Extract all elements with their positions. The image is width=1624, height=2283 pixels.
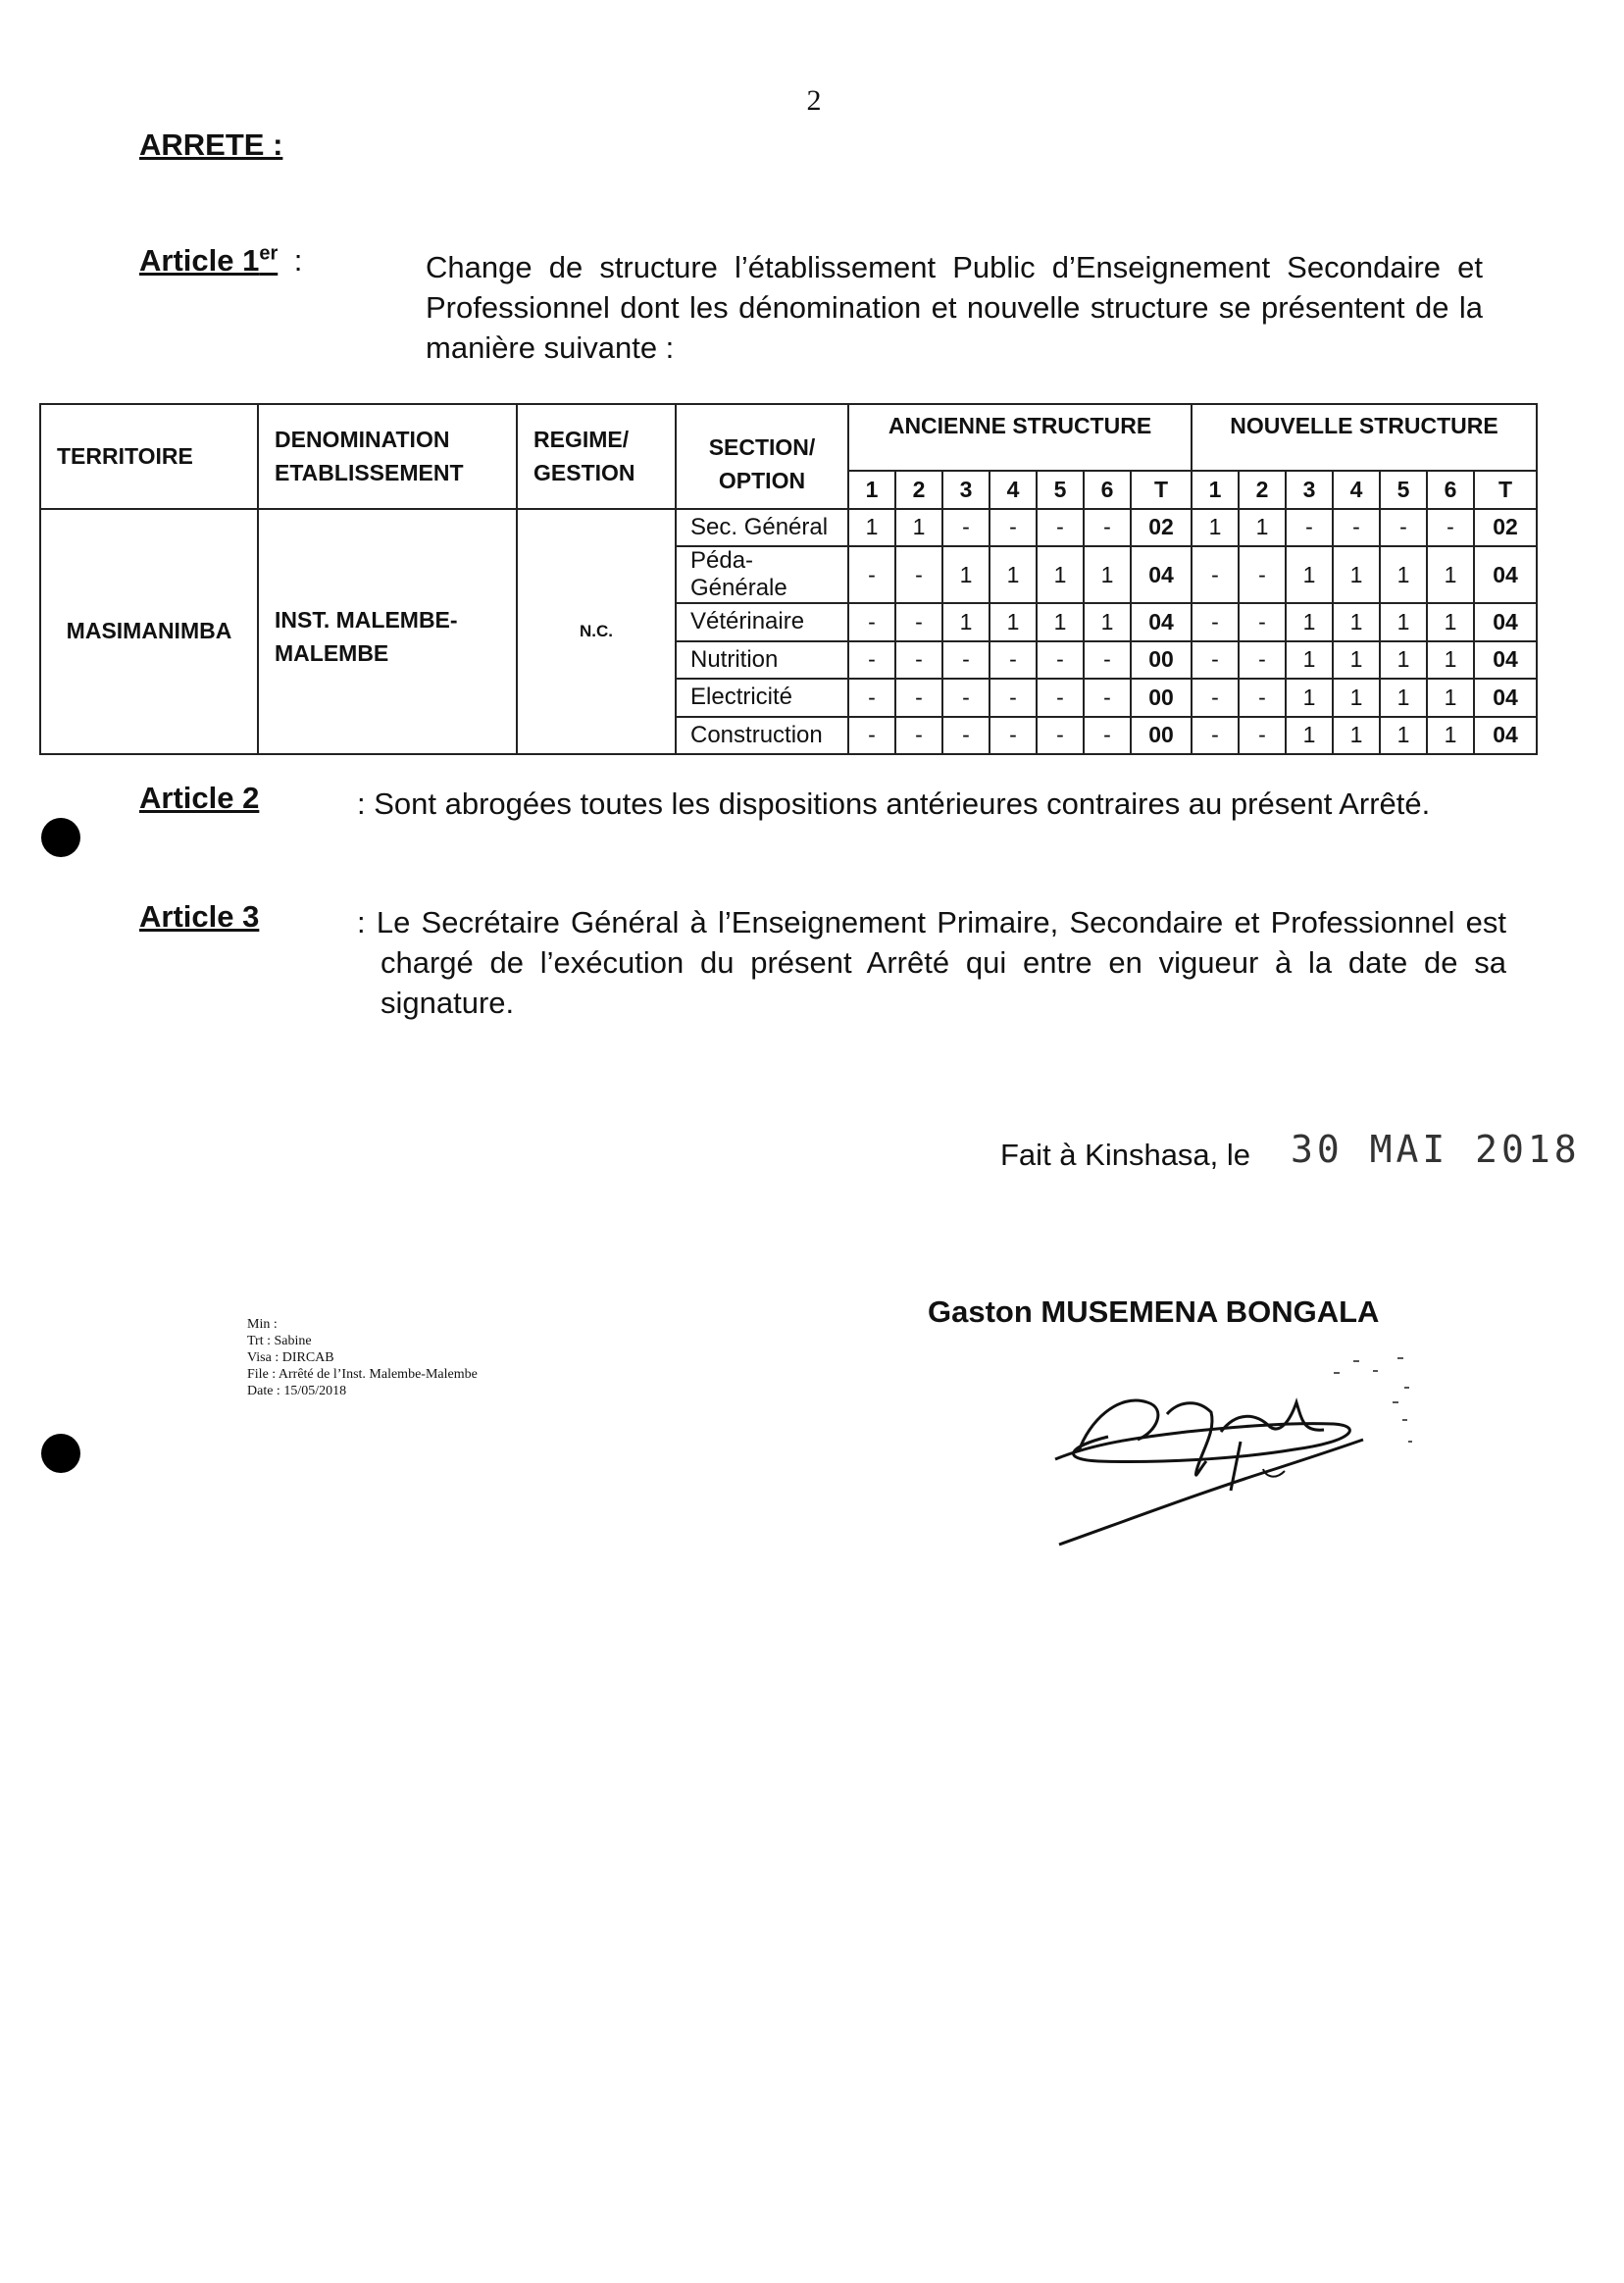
sub-header: T xyxy=(1131,471,1192,509)
table-cell: 1 xyxy=(1286,641,1333,680)
header-section: SECTION/ OPTION xyxy=(676,404,848,509)
table-cell: 1 xyxy=(1380,641,1427,680)
table-cell: 1 xyxy=(848,509,895,547)
sub-header: 6 xyxy=(1084,471,1131,509)
cell-denomination: INST. MALEMBE-MALEMBE xyxy=(258,509,517,755)
sub-header: 1 xyxy=(848,471,895,509)
footer-notes xyxy=(247,1316,478,1399)
table-cell: 1 xyxy=(1037,546,1084,603)
sub-header: 2 xyxy=(1239,471,1286,509)
table-cell: - xyxy=(990,509,1037,547)
table-cell-total: 04 xyxy=(1131,546,1192,603)
table-cell: - xyxy=(848,603,895,641)
table-cell: - xyxy=(1037,641,1084,680)
cell-section: Vétérinaire xyxy=(676,603,848,641)
table-cell: 1 xyxy=(1427,546,1474,603)
table-cell: 1 xyxy=(1427,603,1474,641)
table-cell: - xyxy=(895,603,942,641)
table-cell: 1 xyxy=(1084,546,1131,603)
header-ancienne: ANCIENNE STRUCTURE xyxy=(848,404,1192,471)
footer-note: Date : 15/05/2018 xyxy=(247,1384,347,1398)
table-cell: 1 xyxy=(1380,546,1427,603)
article3-label: Article 3 xyxy=(139,899,260,934)
table-cell: - xyxy=(895,641,942,680)
cell-territoire: MASIMANIMBA xyxy=(40,509,258,755)
table-cell: 1 xyxy=(1333,679,1380,717)
table-cell: - xyxy=(990,679,1037,717)
table-cell: 1 xyxy=(990,603,1037,641)
article3-text: : Le Secrétaire Général à l’Enseignement Primaire, Secondaire et Professionnel est chargé de l’exécution du présent Arrêté qui entre en vigueur à la date de sa signature. xyxy=(357,905,1506,1020)
table-cell: - xyxy=(1192,546,1239,603)
table-cell: 1 xyxy=(1333,717,1380,755)
table-cell: - xyxy=(1427,509,1474,547)
article2-text: : Sont abrogées toutes les dispositions antérieures contraires au présent Arrêté. xyxy=(357,786,1431,821)
table-cell: 1 xyxy=(1286,603,1333,641)
table-cell-total: 04 xyxy=(1474,717,1537,755)
cell-section: Péda-Générale xyxy=(676,546,848,603)
table-cell: 1 xyxy=(990,546,1037,603)
cell-section: Nutrition xyxy=(676,641,848,680)
article1-colon: : xyxy=(293,243,303,279)
table-cell: - xyxy=(848,717,895,755)
table-cell: - xyxy=(895,546,942,603)
table-cell: 1 xyxy=(942,546,990,603)
table-cell-total: 02 xyxy=(1474,509,1537,547)
page-number: 2 xyxy=(806,84,822,117)
table-cell: - xyxy=(942,509,990,547)
cell-section: Construction xyxy=(676,717,848,755)
article1-label-group xyxy=(139,243,302,279)
table-cell: - xyxy=(1084,509,1131,547)
footer-note: Visa : DIRCAB xyxy=(247,1350,334,1365)
table-cell: - xyxy=(1239,546,1286,603)
table-cell: 1 xyxy=(1286,546,1333,603)
table-cell: - xyxy=(942,717,990,755)
table-cell: - xyxy=(895,717,942,755)
table-cell: - xyxy=(1239,641,1286,680)
table-cell: - xyxy=(1037,509,1084,547)
table-cell-total: 04 xyxy=(1474,546,1537,603)
structure-table xyxy=(39,403,1538,755)
table-cell: - xyxy=(1192,641,1239,680)
place-date-text: Fait à Kinshasa, le xyxy=(1000,1138,1251,1172)
table-cell: - xyxy=(1192,717,1239,755)
table-cell: - xyxy=(1286,509,1333,547)
table-cell-total: 04 xyxy=(1474,641,1537,680)
sub-header: 6 xyxy=(1427,471,1474,509)
sub-header: T xyxy=(1474,471,1537,509)
table-cell-total: 00 xyxy=(1131,679,1192,717)
table-cell: 1 xyxy=(1084,603,1131,641)
cell-section: Electricité xyxy=(676,679,848,717)
table-cell: 1 xyxy=(1333,546,1380,603)
sub-header: 1 xyxy=(1192,471,1239,509)
table-cell: - xyxy=(1239,717,1286,755)
sub-header: 4 xyxy=(990,471,1037,509)
sub-header: 3 xyxy=(942,471,990,509)
table-cell: - xyxy=(848,679,895,717)
table-cell: - xyxy=(1084,641,1131,680)
article1-text: Change de structure l’établissement Public d’Enseignement Secondaire et Professionnel dont les dénomination et nouvelle structure se présentent de la manière suivante : xyxy=(426,250,1483,365)
table-cell: 1 xyxy=(1380,603,1427,641)
header-territoire: TERRITOIRE xyxy=(40,404,258,509)
sub-header: 3 xyxy=(1286,471,1333,509)
signatory-name: Gaston MUSEMENA BONGALA xyxy=(928,1294,1380,1329)
header-nouvelle: NOUVELLE STRUCTURE xyxy=(1192,404,1537,471)
table-cell: - xyxy=(1192,679,1239,717)
table-cell: - xyxy=(1037,679,1084,717)
table-cell: - xyxy=(1380,509,1427,547)
table-cell: - xyxy=(942,641,990,680)
footer-note: File : Arrêté de l’Inst. Malembe-Malembe xyxy=(247,1367,478,1382)
table-cell: - xyxy=(1333,509,1380,547)
table-cell: - xyxy=(848,546,895,603)
table-cell: - xyxy=(1192,603,1239,641)
table-cell: - xyxy=(848,641,895,680)
table-cell: - xyxy=(1239,679,1286,717)
table-cell: 1 xyxy=(1427,679,1474,717)
handwritten-signature xyxy=(1040,1344,1432,1559)
table-cell: 1 xyxy=(1380,717,1427,755)
table-cell-total: 04 xyxy=(1474,603,1537,641)
table-cell: 1 xyxy=(1192,509,1239,547)
table-cell: - xyxy=(990,717,1037,755)
header-denomination: DENOMINATION ETABLISSEMENT xyxy=(258,404,517,509)
sub-header: 5 xyxy=(1380,471,1427,509)
date-stamp: 30 MAI 2018 xyxy=(1291,1128,1581,1171)
table-cell-total: 00 xyxy=(1131,641,1192,680)
arrete-heading: ARRETE : xyxy=(139,127,283,162)
table-cell-total: 04 xyxy=(1474,679,1537,717)
cell-regime: N.C. xyxy=(517,509,676,755)
punch-hole xyxy=(41,818,80,857)
table-cell: 1 xyxy=(1380,679,1427,717)
cell-section: Sec. Général xyxy=(676,509,848,547)
table-cell: 1 xyxy=(1286,679,1333,717)
sub-header: 5 xyxy=(1037,471,1084,509)
table-cell-total: 00 xyxy=(1131,717,1192,755)
punch-hole xyxy=(41,1434,80,1473)
table-cell: 1 xyxy=(1239,509,1286,547)
article1-label: Article 1er xyxy=(139,243,279,279)
table-cell: - xyxy=(895,679,942,717)
table-cell: - xyxy=(1037,717,1084,755)
table-cell: 1 xyxy=(942,603,990,641)
table-cell: - xyxy=(990,641,1037,680)
header-regime: REGIME/ GESTION xyxy=(517,404,676,509)
footer-note: Trt : Sabine xyxy=(247,1334,312,1348)
table-cell: 1 xyxy=(1427,641,1474,680)
table-cell: 1 xyxy=(1037,603,1084,641)
sub-header: 4 xyxy=(1333,471,1380,509)
table-cell-total: 02 xyxy=(1131,509,1192,547)
table-cell: 1 xyxy=(895,509,942,547)
table-cell: - xyxy=(942,679,990,717)
footer-note: Min : xyxy=(247,1317,278,1332)
table-cell: 1 xyxy=(1333,641,1380,680)
table-cell: 1 xyxy=(1333,603,1380,641)
table-cell: 1 xyxy=(1286,717,1333,755)
sub-header: 2 xyxy=(895,471,942,509)
table-cell: 1 xyxy=(1427,717,1474,755)
table-cell: - xyxy=(1084,717,1131,755)
table-cell-total: 04 xyxy=(1131,603,1192,641)
article2-label: Article 2 xyxy=(139,781,260,815)
table-cell: - xyxy=(1239,603,1286,641)
table-cell: - xyxy=(1084,679,1131,717)
